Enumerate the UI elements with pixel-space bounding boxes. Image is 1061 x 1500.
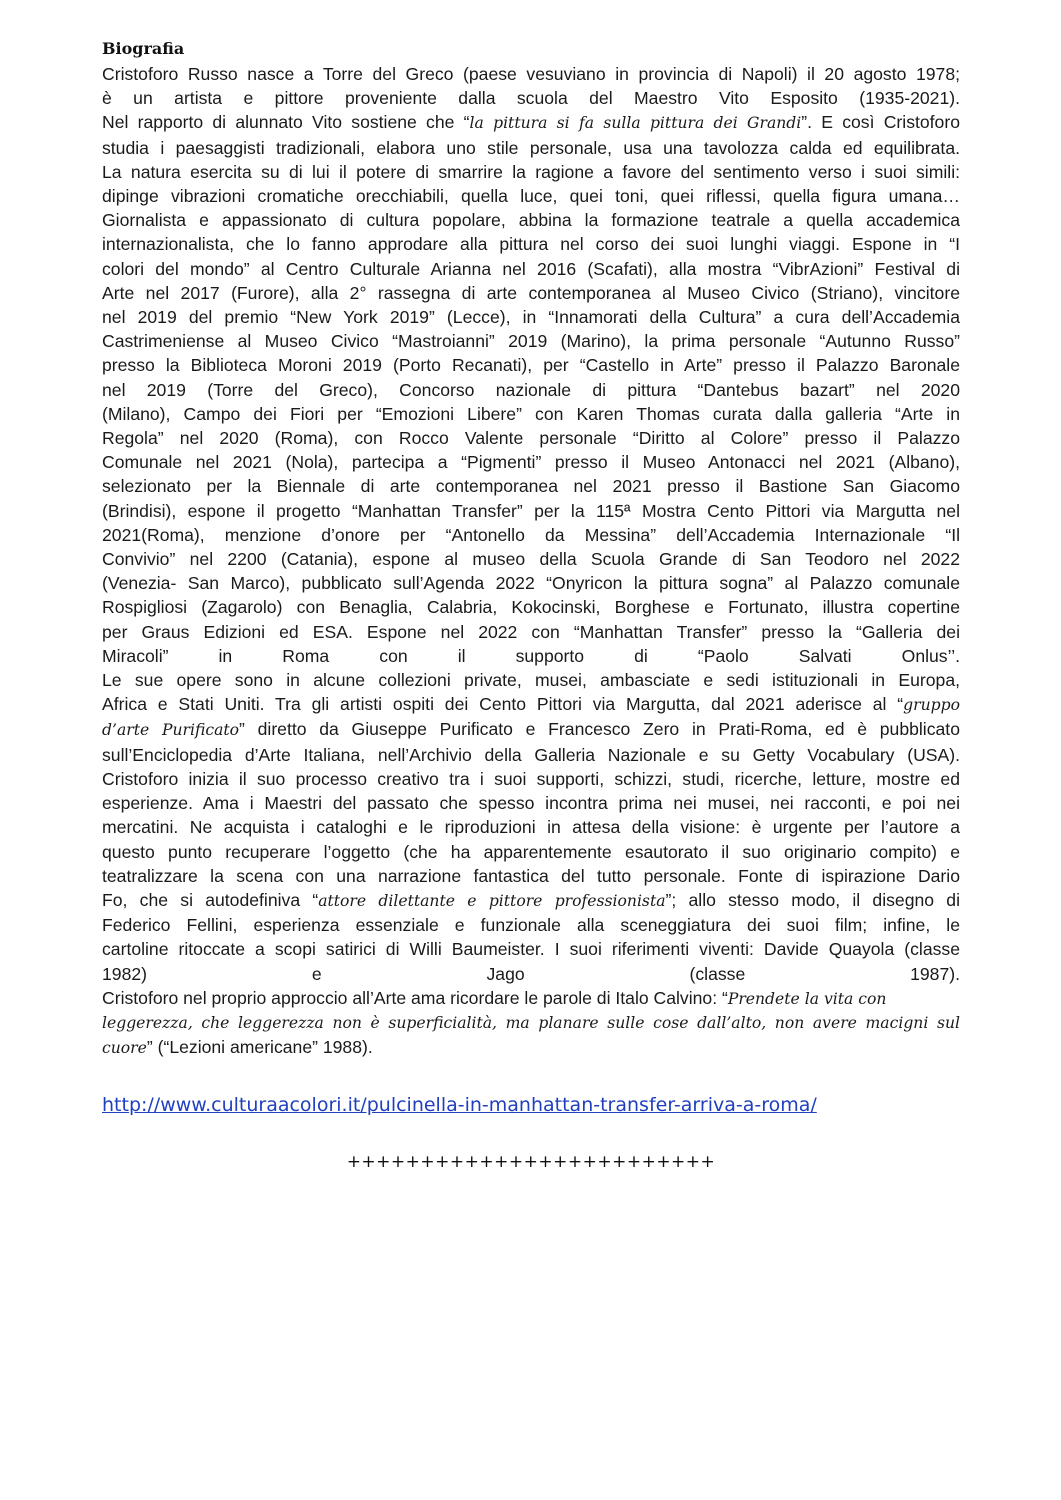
text-line: Regola” nel 2020 (Roma), con Rocco Valente personale “Diritto al Colore” presso il Palazzo xyxy=(102,428,960,449)
text-line: presso la Biblioteca Moroni 2019 (Porto Recanati), per “Castello in Arte” presso il Palazzo Baronale xyxy=(102,355,960,376)
text-line: 1982) e Jago (classe 1987). xyxy=(102,963,960,984)
quote-segment: gruppo xyxy=(903,696,960,715)
text-line xyxy=(102,692,960,717)
text-segment: Fo, che si autodefiniva “ xyxy=(102,889,319,910)
text-segment: Nel rapporto di alunnato Vito sostiene che “ xyxy=(102,112,470,133)
text-line: studia i paesaggisti tradizionali, elabora uno stile personale, usa una tavolozza calda ed equilibrata. xyxy=(102,137,960,158)
text-line: teatralizzare la scena con una narrazione fantastica del tutto personale. Fonte di ispirazione Dario xyxy=(102,865,960,886)
text-line: sull’Enciclopedia d’Arte Italiana, nell’Archivio della Galleria Nazionale e su Getty Vocabulary (USA). xyxy=(102,744,960,765)
text-line: questo punto recuperare l’oggetto (che ha apparentemente esautorato il suo originario compito) e xyxy=(102,841,960,862)
text-line: 2021(Roma), menzione d’onore per “Antonello da Messina” dell’Accademia Internazionale “Il xyxy=(102,524,960,545)
text-line: Cristoforo inizia il suo processo creativo tra i suoi supporti, schizzi, studi, ricerche, letture, mostre ed xyxy=(102,768,960,789)
text-line xyxy=(102,986,960,1011)
quote-segment: la pittura si fa sulla pittura dei Grandi xyxy=(469,114,802,133)
text-line: Cristoforo Russo nasce a Torre del Greco (paese vesuviano in provincia di Napoli) il 20 agosto 1978; xyxy=(102,64,960,84)
text-segment: Cristoforo nel proprio approccio all’Arte ama ricordare le parole di Italo Calvino: “ xyxy=(102,987,728,1008)
text-line: La natura esercita su di lui il potere di smarrire la ragione a favore del sentimento verso i suoi simili: xyxy=(102,161,960,182)
quote-segment: Prendete la vita con xyxy=(727,989,887,1008)
text-line: Federico Fellini, esperienza essenziale e funzionale alla sceneggiatura dei suoi film; infine, le xyxy=(102,915,960,936)
text-line: (Milano), Campo dei Fiori per “Emozioni Libere” con Karen Thomas curata dalla galleria “Arte in xyxy=(102,403,960,424)
text-line xyxy=(102,1035,960,1060)
text-line: nel 2019 del premio “New York 2019” (Lecce), in “Innamorati della Cultura” a cura dell’Accademia xyxy=(102,307,960,328)
text-segment: ”. E così Cristoforo xyxy=(801,112,960,133)
biography-heading: Biografia xyxy=(102,39,185,58)
quote-segment: d’arte Purificato xyxy=(102,721,240,740)
text-line: per Graus Edizioni ed ESA. Espone nel 2022 con “Manhattan Transfer” presso la “Galleria dei xyxy=(102,621,960,642)
text-line: Arte nel 2017 (Furore), alla 2° rassegna di arte contemporanea al Museo Civico (Striano), vincitore xyxy=(102,282,960,303)
text-line xyxy=(102,888,960,913)
text-line: (Brindisi), espone il progetto “Manhattan Transfer” per la 115ª Mostra Cento Pittori via Margutta nel xyxy=(102,500,960,521)
text-line xyxy=(102,717,960,742)
text-line: esperienze. Ama i Maestri del passato che spesso incontra prima nei musei, nei racconti, e poi nei xyxy=(102,793,960,814)
text-segment: ” diretto da Giuseppe Purificato e Francesco Zero in Prati-Roma, ed è pubblicato xyxy=(239,719,960,740)
text-segment: ”; allo stesso modo, il disegno di xyxy=(665,889,960,910)
document-page xyxy=(102,38,960,1172)
text-line: mercatini. Ne acquista i cataloghi e le riproduzioni in attesa della visione: è urgente per l’autore a xyxy=(102,817,960,838)
text-line: Castrimeniense al Museo Civico “Mastroianni” 2019 (Marino), la prima personale “Autunno Russo” xyxy=(102,331,960,352)
text-line: internazionalista, che lo fanno approdare alla pittura nel corso dei suoi lunghi viaggi. Espone in “I xyxy=(102,234,960,255)
text-line xyxy=(102,110,960,135)
text-line: dipinge vibrazioni cromatiche orecchiabili, quella luce, quei toni, quei riflessi, quella figura umana… xyxy=(102,186,960,207)
text-line: cartoline ritoccate a scopi satirici di Willi Baumeister. I suoi riferimenti viventi: Davide Quayola (classe xyxy=(102,939,960,960)
text-segment: Africa e Stati Uniti. Tra gli artisti ospiti dei Cento Pittori via Margutta, dal 2021 aderisce al “ xyxy=(102,694,904,715)
text-line: Giornalista e appassionato di cultura popolare, abbina la formazione teatrale a quella accademica xyxy=(102,210,960,231)
text-line: Convivio” nel 2200 (Catania), espone al museo della Scuola Grande di San Teodoro nel 2022 xyxy=(102,549,960,570)
quote-line: leggerezza, che leggerezza non è superficialità, ma planare sulle cose dall’alto, non avere macigni sul xyxy=(102,1013,960,1032)
quote-segment: cuore xyxy=(102,1039,147,1058)
text-line: è un artista e pittore proveniente dalla scuola del Maestro Vito Esposito (1935-2021). xyxy=(102,88,960,109)
source-link[interactable]: http://www.culturaacolori.it/pulcinella-in-manhattan-transfer-arriva-a-roma/ xyxy=(102,1094,817,1117)
text-line: Le sue opere sono in alcune collezioni private, musei, ambasciate e sedi istituzionali in Europa, xyxy=(102,670,960,691)
separator-line: +++++++++++++++++++++++++ xyxy=(346,1152,716,1173)
text-segment: ” (“Lezioni americane” 1988). xyxy=(146,1037,373,1058)
text-line: Miracoli” in Roma con il supporto di “Paolo Salvati Onlus’’. xyxy=(102,645,960,666)
text-line: Comunale nel 2021 (Nola), partecipa a “Pigmenti” presso il Museo Antonacci nel 2021 (Albano), xyxy=(102,452,960,473)
text-line: (Venezia- San Marco), pubblicato sull’Agenda 2022 “Onyricon la pittura sogna” al Palazzo comunale xyxy=(102,573,960,594)
text-line: nel 2019 (Torre del Greco), Concorso nazionale di pittura “Dantebus bazart” nel 2020 xyxy=(102,379,960,400)
text-line: Rospigliosi (Zagarolo) con Benaglia, Calabria, Kokocinski, Borghese e Fortunato, illustra copertine xyxy=(102,597,960,618)
text-line: selezionato per la Biennale di arte contemporanea nel 2021 presso il Bastione San Giacomo xyxy=(102,476,960,497)
text-line: colori del mondo” al Centro Culturale Arianna nel 2016 (Scafati), alla mostra “VibrAzioni” Festival di xyxy=(102,258,960,279)
quote-segment: attore dilettante e pittore professionista xyxy=(318,891,666,910)
